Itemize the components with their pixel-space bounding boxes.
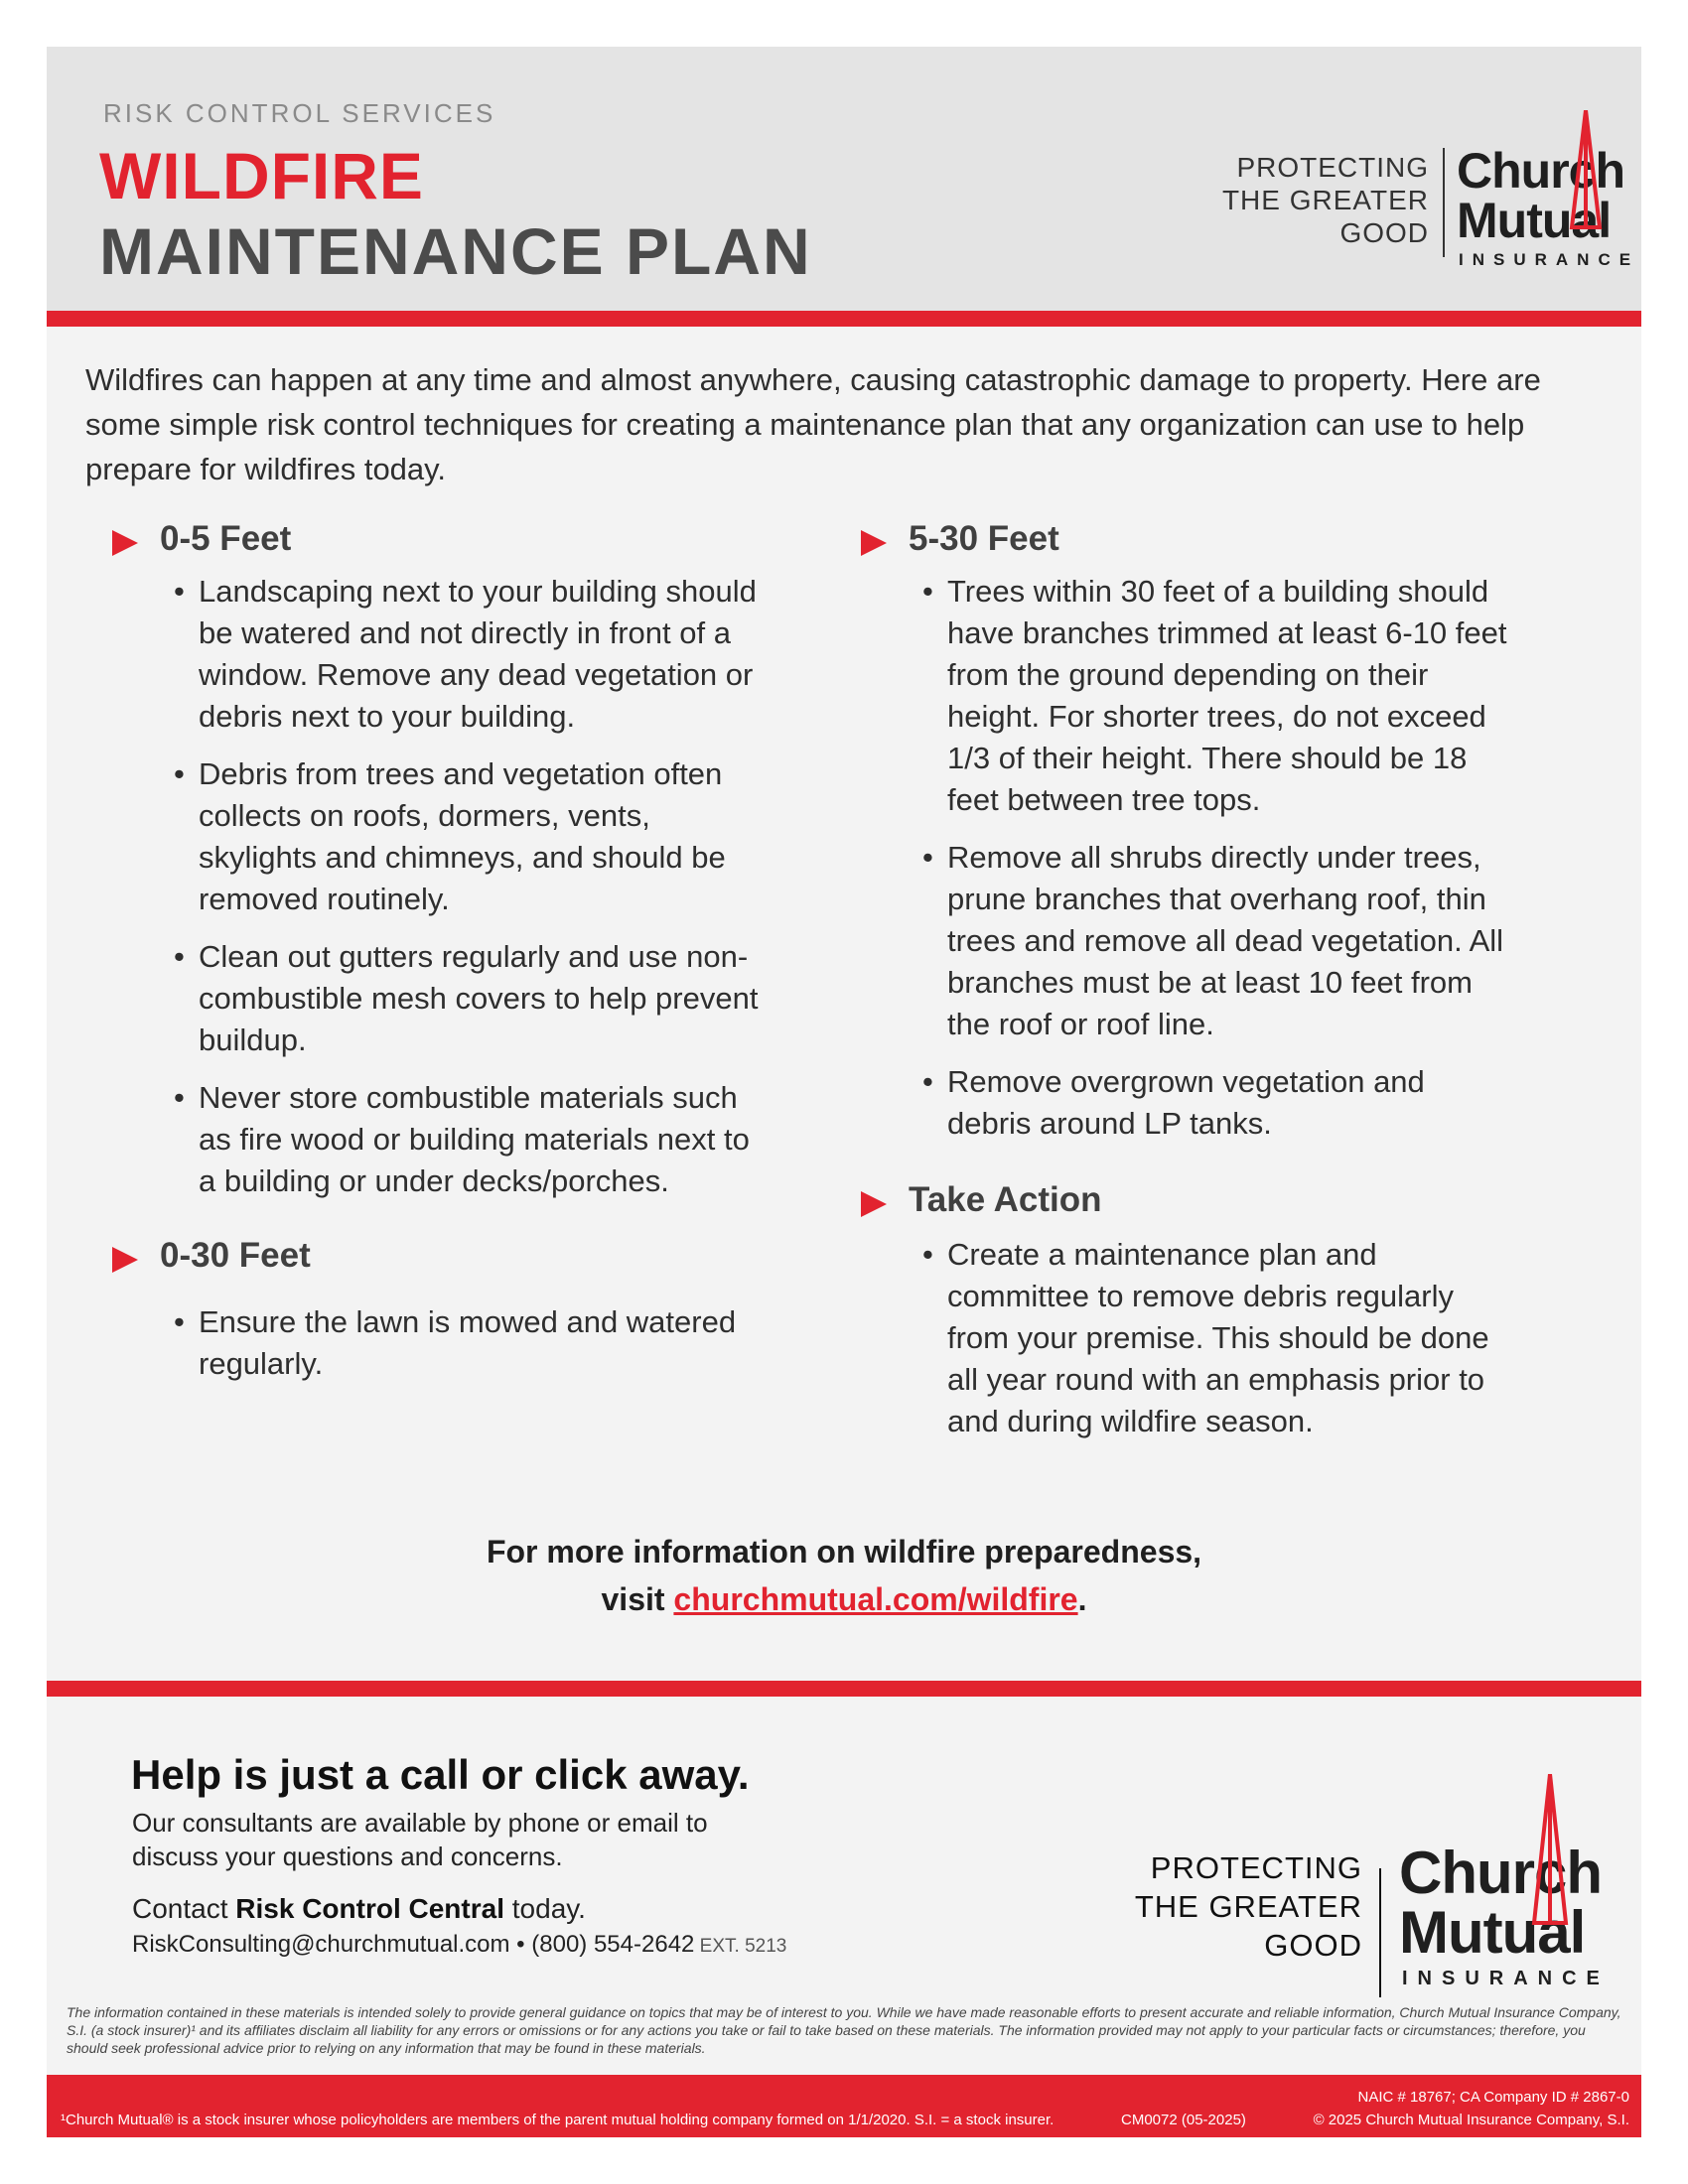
period: . — [1077, 1581, 1087, 1617]
eyebrow: RISK CONTROL SERVICES — [103, 98, 496, 128]
more-info-line1: For more information on wildfire preparedness, — [486, 1534, 1202, 1570]
contact-details — [132, 1931, 786, 1959]
tagline-line3: GOOD — [1339, 217, 1429, 248]
list-item: • Remove overgrown vegetation and debris around LP tanks. — [922, 1061, 1514, 1145]
list-item: • Clean out gutters regularly and use non-combustible mesh covers to help prevent buildup. — [174, 936, 766, 1061]
disclaimer: The information contained in these materials is intended solely to provide general guidance on topics that may be of interest to you. While we have made reasonable efforts to present accurate and reliable information, Church Mutual Insurance Company, S.I. (a stock insurer)¹ and its affiliates disclaim all liability for any errors or omissions or for any actions you take or fail to take based on these materials. The information provided may not apply to your particular facts or circumstances; therefore, you should seek professional advice prior to relying on any information that may be found in these materials. — [67, 2004, 1621, 2056]
contact-prefix: Contact — [132, 1893, 236, 1924]
section-header — [859, 519, 1514, 569]
wordmark-line1: Church — [1457, 143, 1624, 199]
help-text: Our consultants are available by phone or email to discuss your questions and concerns. — [132, 1808, 708, 1871]
wildfire-link[interactable]: churchmutual.com/wildfire — [673, 1581, 1078, 1617]
wordmark-line1: Church — [1399, 1840, 1602, 1906]
arrow-right-icon — [859, 1189, 889, 1219]
logo-spire-icon — [1528, 1774, 1572, 1933]
risk-control-central: Risk Control Central — [235, 1893, 504, 1924]
wordmark-line2: Mutual — [1399, 1899, 1586, 1966]
list-item: • Never store combustible materials such as fire wood or building materials next to a building or under decks/porches. — [174, 1077, 766, 1202]
bullet-list — [110, 571, 766, 1202]
logo-spire-icon — [1566, 110, 1606, 239]
church-mutual-logo — [1169, 106, 1640, 275]
section-title: 5-30 Feet — [909, 519, 1059, 558]
logo-tagline — [1089, 1848, 1362, 1965]
help-heading: Help is just a call or click away. — [131, 1751, 750, 1798]
list-item: • Trees within 30 feet of a building should have branches trimmed at least 6-10 feet from the ground depending on their height. For shorter trees, do not exceed 1/3 of their height. There should be 18 feet between tree tops. — [922, 571, 1514, 821]
page-title-line2: MAINTENANCE PLAN — [99, 214, 812, 288]
wordmark-line2: Mutual — [1457, 193, 1612, 248]
company-ids: NAIC # 18767; CA Company ID # 2867-0 — [1357, 2089, 1629, 2106]
section-title: 0-5 Feet — [160, 519, 292, 558]
section-title: Take Action — [909, 1180, 1102, 1219]
tagline-line2: THE GREATER — [1221, 185, 1429, 215]
tagline-line1: PROTECTING — [1150, 1850, 1362, 1885]
more-info — [47, 1528, 1641, 1623]
email-link[interactable]: RiskConsulting@churchmutual.com — [132, 1931, 510, 1958]
contact-suffix: today. — [503, 1893, 586, 1924]
bullet-list — [110, 1301, 766, 1385]
logo-insurance: INSURANCE — [1459, 250, 1640, 269]
page-title-line1: WILDFIRE — [99, 139, 424, 212]
section-take-action — [859, 1180, 1514, 1442]
stock-insurer-note: ¹Church Mutual® is a stock insurer whose policyholders are members of the parent mutual holding company formed on 1/1/2020. S.I. = a stock insurer. — [61, 2112, 1055, 2128]
arrow-right-icon — [110, 528, 140, 558]
header-rule — [47, 311, 1641, 327]
right-column — [859, 519, 1514, 1478]
bullet-list — [859, 571, 1514, 1145]
list-item: • Create a maintenance plan and committee to remove debris regularly from your premise. This should be done all year round with an emphasis prior to and during wildfire season. — [922, 1234, 1514, 1442]
tagline-line2: THE GREATER — [1134, 1889, 1362, 1924]
left-column — [110, 519, 766, 1421]
contact-line — [132, 1893, 586, 1925]
list-item: • Remove all shrubs directly under trees, prune branches that overhang roof, thin trees and remove all dead vegetation. All branches must be at least 10 feet from the roof or roof line. — [922, 837, 1514, 1045]
section-header — [110, 519, 766, 569]
section-0-30-feet — [110, 1236, 766, 1385]
tagline-line3: GOOD — [1264, 1928, 1362, 1963]
more-info-line2 — [47, 1575, 1641, 1623]
church-mutual-logo-footer — [1089, 1774, 1610, 1989]
copyright: © 2025 Church Mutual Insurance Company, S.I. — [1313, 2112, 1629, 2128]
phone-ext: EXT. 5213 — [694, 1936, 787, 1957]
header-band — [47, 47, 1641, 311]
logo-tagline — [1169, 151, 1429, 249]
bullet-list — [859, 1234, 1514, 1442]
page — [47, 47, 1641, 2137]
section-header — [110, 1236, 766, 1286]
phone-number[interactable]: (800) 554-2642 — [531, 1931, 695, 1958]
section-0-5-feet — [110, 519, 766, 1202]
list-item: • Debris from trees and vegetation often collects on roofs, dormers, vents, skylights and chimneys, and should be removed routinely. — [174, 753, 766, 920]
section-title: 0-30 Feet — [160, 1236, 311, 1275]
bottom-bar — [47, 2075, 1641, 2137]
list-item: • Landscaping next to your building should be watered and not directly in front of a window. Remove any dead vegetation or debris next to your building. — [174, 571, 766, 738]
list-item: • Ensure the lawn is mowed and watered regularly. — [174, 1301, 766, 1385]
section-header — [859, 1180, 1514, 1230]
logo-divider — [1443, 148, 1445, 257]
logo-divider — [1379, 1868, 1381, 1997]
arrow-right-icon — [859, 528, 889, 558]
arrow-right-icon — [110, 1245, 140, 1275]
footer-rule — [47, 1681, 1641, 1697]
form-code: CM0072 (05-2025) — [1121, 2112, 1246, 2128]
separator: • — [509, 1931, 532, 1958]
tagline-line1: PROTECTING — [1236, 152, 1429, 183]
visit-label: visit — [601, 1581, 674, 1617]
logo-insurance: INSURANCE — [1402, 1968, 1610, 1989]
section-5-30-feet — [859, 519, 1514, 1145]
intro-paragraph: Wildfires can happen at any time and almost anywhere, causing catastrophic damage to property. Here are some simple risk control techniques for creating a maintenance plan that any organization can use to help prepare for wildfires today. — [85, 362, 1541, 486]
